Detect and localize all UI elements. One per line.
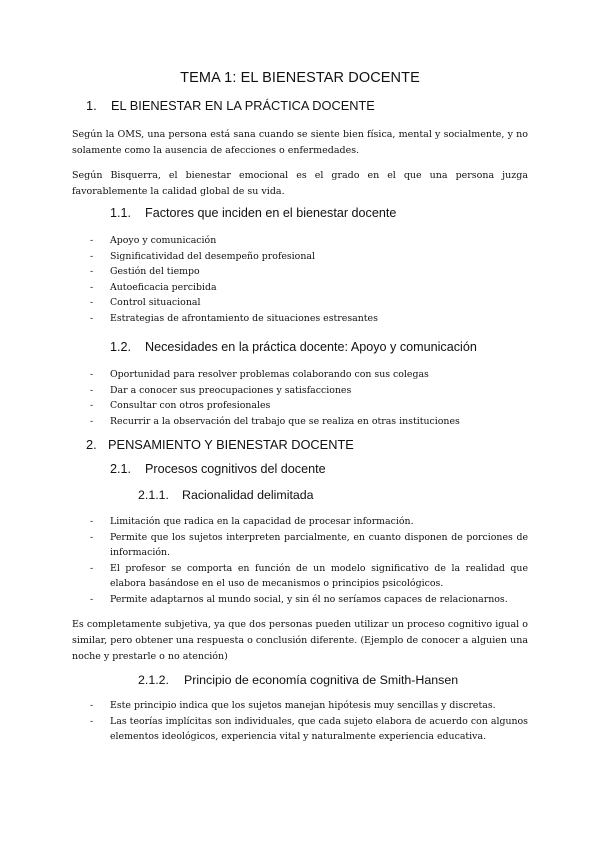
list-item: - Apoyo y comunicación xyxy=(90,233,528,249)
list-item: - Las teorías implícitas son individuales, que cada sujeto elabora de acuerdo con algunos elementos ideológicos, experiencia vital y naturalmente experiencia educativa. xyxy=(90,714,528,745)
list-item: - Control situacional xyxy=(90,295,528,311)
subsection-2-1-2-number: 2.1.2. xyxy=(138,673,170,687)
subsection-2-1-1-number: 2.1.1. xyxy=(138,488,170,502)
subsection-1-2-heading: Necesidades en la práctica docente: Apoyo y comunicación xyxy=(145,340,477,354)
subsection-2-1-2-heading: Principio de economía cognitiva de Smith-Hansen xyxy=(184,673,459,687)
subsection-1-1-number: 1.1. xyxy=(110,206,132,220)
document-title: TEMA 1: EL BIENESTAR DOCENTE xyxy=(180,70,420,86)
paragraph-subjective: Es completamente subjetiva, ya que dos personas pueden utilizar un proceso cognitivo igual o similar, pero obtener una respuesta o conclusión diferente. (Ejemplo de conocer a alguien una noche y prestarle o no atención) xyxy=(72,619,528,662)
list-item: - Significatividad del desempeño profesional xyxy=(90,249,528,265)
section-1-number: 1. xyxy=(86,98,97,113)
section-2-heading: PENSAMIENTO Y BIENESTAR DOCENTE xyxy=(108,437,354,452)
subsection-2-1-heading: Procesos cognitivos del docente xyxy=(145,462,326,476)
list-item: - Limitación que radica en la capacidad de procesar información. xyxy=(90,514,528,530)
subsection-1-2-number: 1.2. xyxy=(110,340,132,354)
list-item: - Recurrir a la observación del trabajo que se realiza en otras instituciones xyxy=(90,414,528,430)
section-1-heading: EL BIENESTAR EN LA PRÁCTICA DOCENTE xyxy=(111,98,375,113)
subsection-1-1-heading: Factores que inciden en el bienestar docente xyxy=(145,206,397,220)
list-item: - Permite que los sujetos interpreten parcialmente, en cuanto disponen de porciones de información. xyxy=(90,530,528,561)
list-item: - Estrategias de afrontamiento de situaciones estresantes xyxy=(90,311,528,327)
list-item: - Este principio indica que los sujetos manejan hipótesis muy sencillas y discretas. xyxy=(90,698,528,714)
list-item: - Oportunidad para resolver problemas colaborando con sus colegas xyxy=(90,367,528,383)
subsection-2-1-1-heading: Racionalidad delimitada xyxy=(182,488,314,502)
paragraph-oms: Según la OMS, una persona está sana cuando se siente bien física, mental y socialmente, y no solamente como la ausencia de afecciones o enfermedades. xyxy=(72,129,528,156)
list-item: - Gestión del tiempo xyxy=(90,264,528,280)
list-item: - El profesor se comporta en función de un modelo significativo de la realidad que elabora basándose en el uso de mecanismos o principios psicológicos. xyxy=(90,561,528,592)
bounded-rationality-list xyxy=(90,514,528,608)
list-item: - Autoeficacia percibida xyxy=(90,280,528,296)
economy-principle-list xyxy=(90,698,528,745)
subsection-2-1-number: 2.1. xyxy=(110,462,132,476)
factors-list xyxy=(90,233,528,327)
list-item: - Dar a conocer sus preocupaciones y satisfacciones xyxy=(90,383,528,399)
list-item: - Permite adaptarnos al mundo social, y sin él no seríamos capaces de relacionarnos. xyxy=(90,592,528,608)
list-item: - Consultar con otros profesionales xyxy=(90,398,528,414)
section-2-number: 2. xyxy=(86,437,97,452)
needs-list xyxy=(90,367,528,429)
paragraph-bisquerra: Según Bisquerra, el bienestar emocional es el grado en el que una persona juzga favorablemente la calidad global de su vida. xyxy=(72,170,528,197)
